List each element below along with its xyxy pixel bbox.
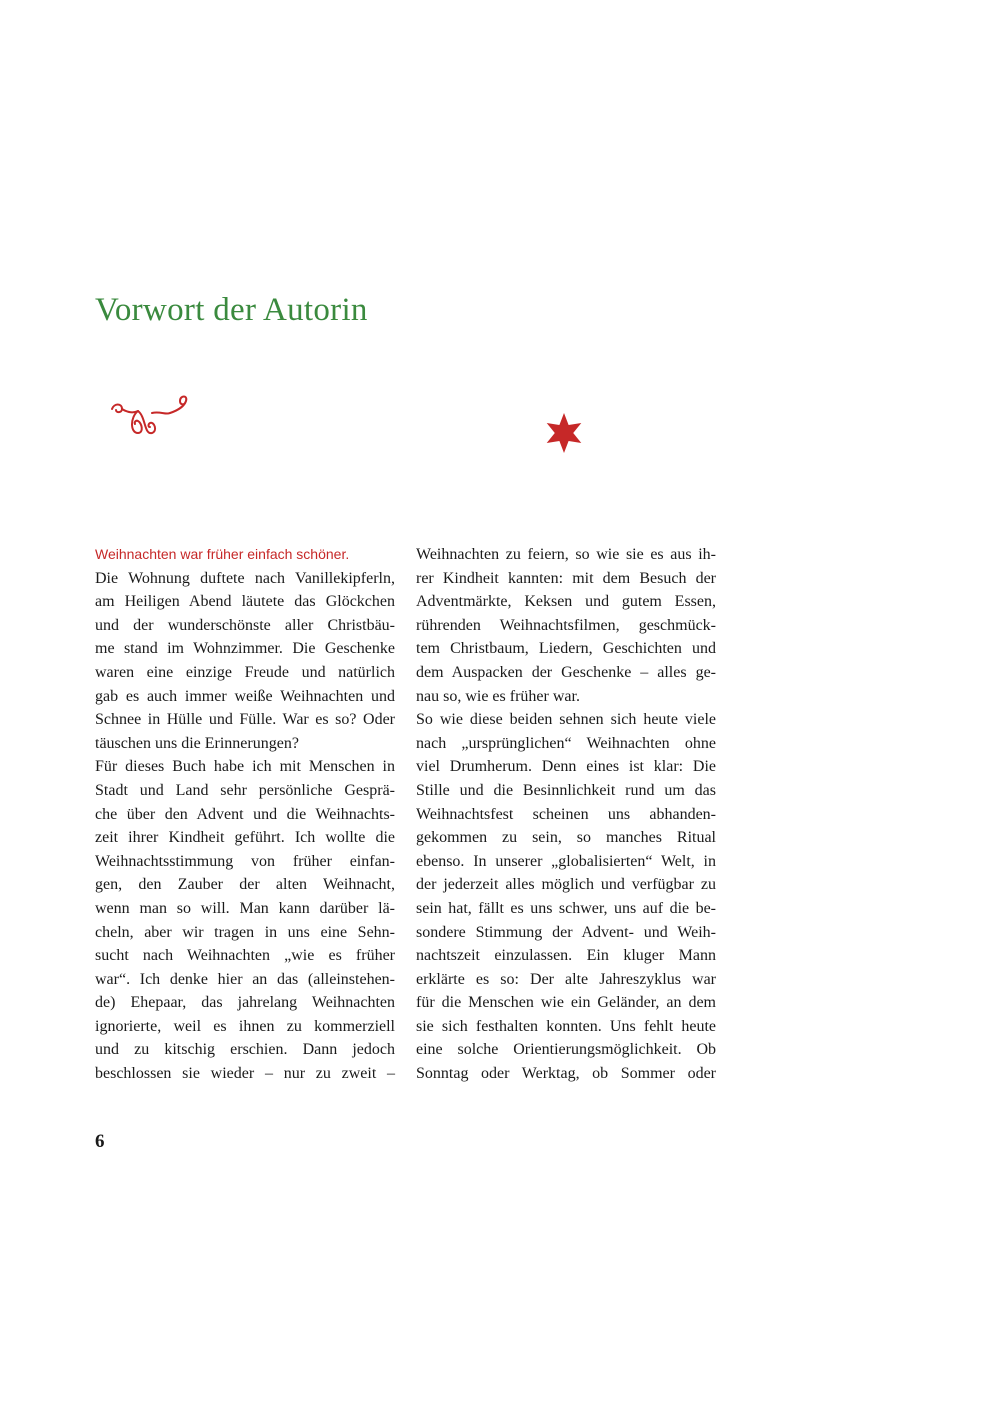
chapter-title: Vorwort der Autorin [95, 292, 368, 328]
text-line: war“. Ich denke hier an das (alleinstehen- [95, 970, 395, 988]
text-column-right [416, 543, 716, 1086]
text-line: erklärte es so: Der alte Jahreszyklus war [416, 970, 716, 988]
text-line: eine solche Orientierungsmöglichkeit. Ob [416, 1041, 716, 1059]
text-line: und zu kitschig erschien. Dann jedoch [95, 1041, 395, 1059]
text-line: sie sich festhalten konnten. Uns fehlt heute [416, 1017, 716, 1035]
text-line: gekommen zu sein, so manches Ritual [416, 829, 716, 847]
text-line: rührenden Weihnachtsfilmen, geschmück- [416, 616, 716, 634]
text-line: Für dieses Buch habe ich mit Menschen in [95, 758, 395, 776]
text-line: gab es auch immer weiße Weihnachten und [95, 687, 395, 705]
text-line: nau so, wie es früher war. [416, 687, 580, 705]
text-line: Weihnachten zu feiern, so wie sie es aus ih- [416, 546, 716, 563]
text-line: So wie diese beiden sehnen sich heute viele [416, 711, 716, 729]
text-line: rer Kindheit kannten: mit dem Besuch der [416, 569, 716, 587]
text-line: ignorierte, weil es ihnen zu kommerziell [95, 1017, 395, 1035]
text-line: sondere Stimmung der Advent- und Weih- [416, 923, 716, 941]
text-line: Adventmärkte, Keksen und gutem Essen, [416, 593, 716, 611]
lead-sentence: Weihnachten war früher einfach schöner. [95, 546, 350, 562]
text-line: ebenso. In unserer „globalisierten“ Welt, in [416, 852, 716, 870]
text-line: sucht nach Weihnachten „wie es früher [95, 947, 395, 965]
text-line: am Heiligen Abend läutete das Glöckchen [95, 593, 395, 611]
text-line: wenn man so will. Man kann darüber lä- [95, 899, 395, 917]
text-line: Stadt und Land sehr persönliche Gesprä- [95, 781, 395, 799]
page-number: 6 [95, 1131, 105, 1152]
text-line: me stand im Wohnzimmer. Die Geschenke [95, 640, 395, 658]
text-line: nachtszeit einzulassen. Ein kluger Mann [416, 947, 716, 965]
text-line: Sonntag oder Werktag, ob Sommer oder [416, 1065, 716, 1083]
text-line: und der wunderschönste aller Christbäu- [95, 616, 395, 634]
text-line: gen, den Zauber der alten Weihnacht, [95, 876, 395, 894]
text-line: beschlossen sie wieder – nur zu zweit – [95, 1065, 395, 1083]
text-line: de) Ehepaar, das jahrelang Weihnachten [95, 994, 395, 1012]
text-line: Schnee in Hülle und Fülle. War es so? Oder [95, 711, 395, 729]
text-line: Die Wohnung duftete nach Vanillekipferln, [95, 569, 395, 587]
text-line: waren eine einzige Freude und natürlich [95, 663, 395, 681]
text-line: Weihnachtsstimmung von früher einfan- [95, 852, 395, 870]
swirl-ornament [108, 393, 192, 441]
text-line: nach „ursprünglichen“ Weihnachten ohne [416, 734, 716, 752]
text-line: täuschen uns die Erinnerungen? [95, 734, 299, 752]
text-line: che über den Advent und die Weihnachts- [95, 805, 395, 823]
text-line: Weihnachtsfest scheinen uns abhanden- [416, 805, 716, 823]
text-column-left [95, 543, 395, 1086]
text-line: zeit ihrer Kindheit geführt. Ich wollte die [95, 829, 395, 847]
text-line: cheln, aber wir tragen in uns eine Sehn- [95, 923, 395, 941]
text-line: viel Drumherum. Denn eines ist klar: Die [416, 758, 716, 776]
text-line: dem Auspacken der Geschenke – alles ge- [416, 663, 716, 681]
star-icon [543, 412, 585, 454]
text-line: für die Menschen wie ein Geländer, an dem [416, 994, 716, 1012]
text-line: sein hat, fällt es uns schwer, uns auf die be- [416, 899, 716, 917]
text-line: der jederzeit alles möglich und verfügbar zu [416, 876, 716, 894]
text-line: tem Christbaum, Liedern, Geschichten und [416, 640, 716, 658]
text-line: Stille und die Besinnlichkeit rund um das [416, 781, 716, 799]
